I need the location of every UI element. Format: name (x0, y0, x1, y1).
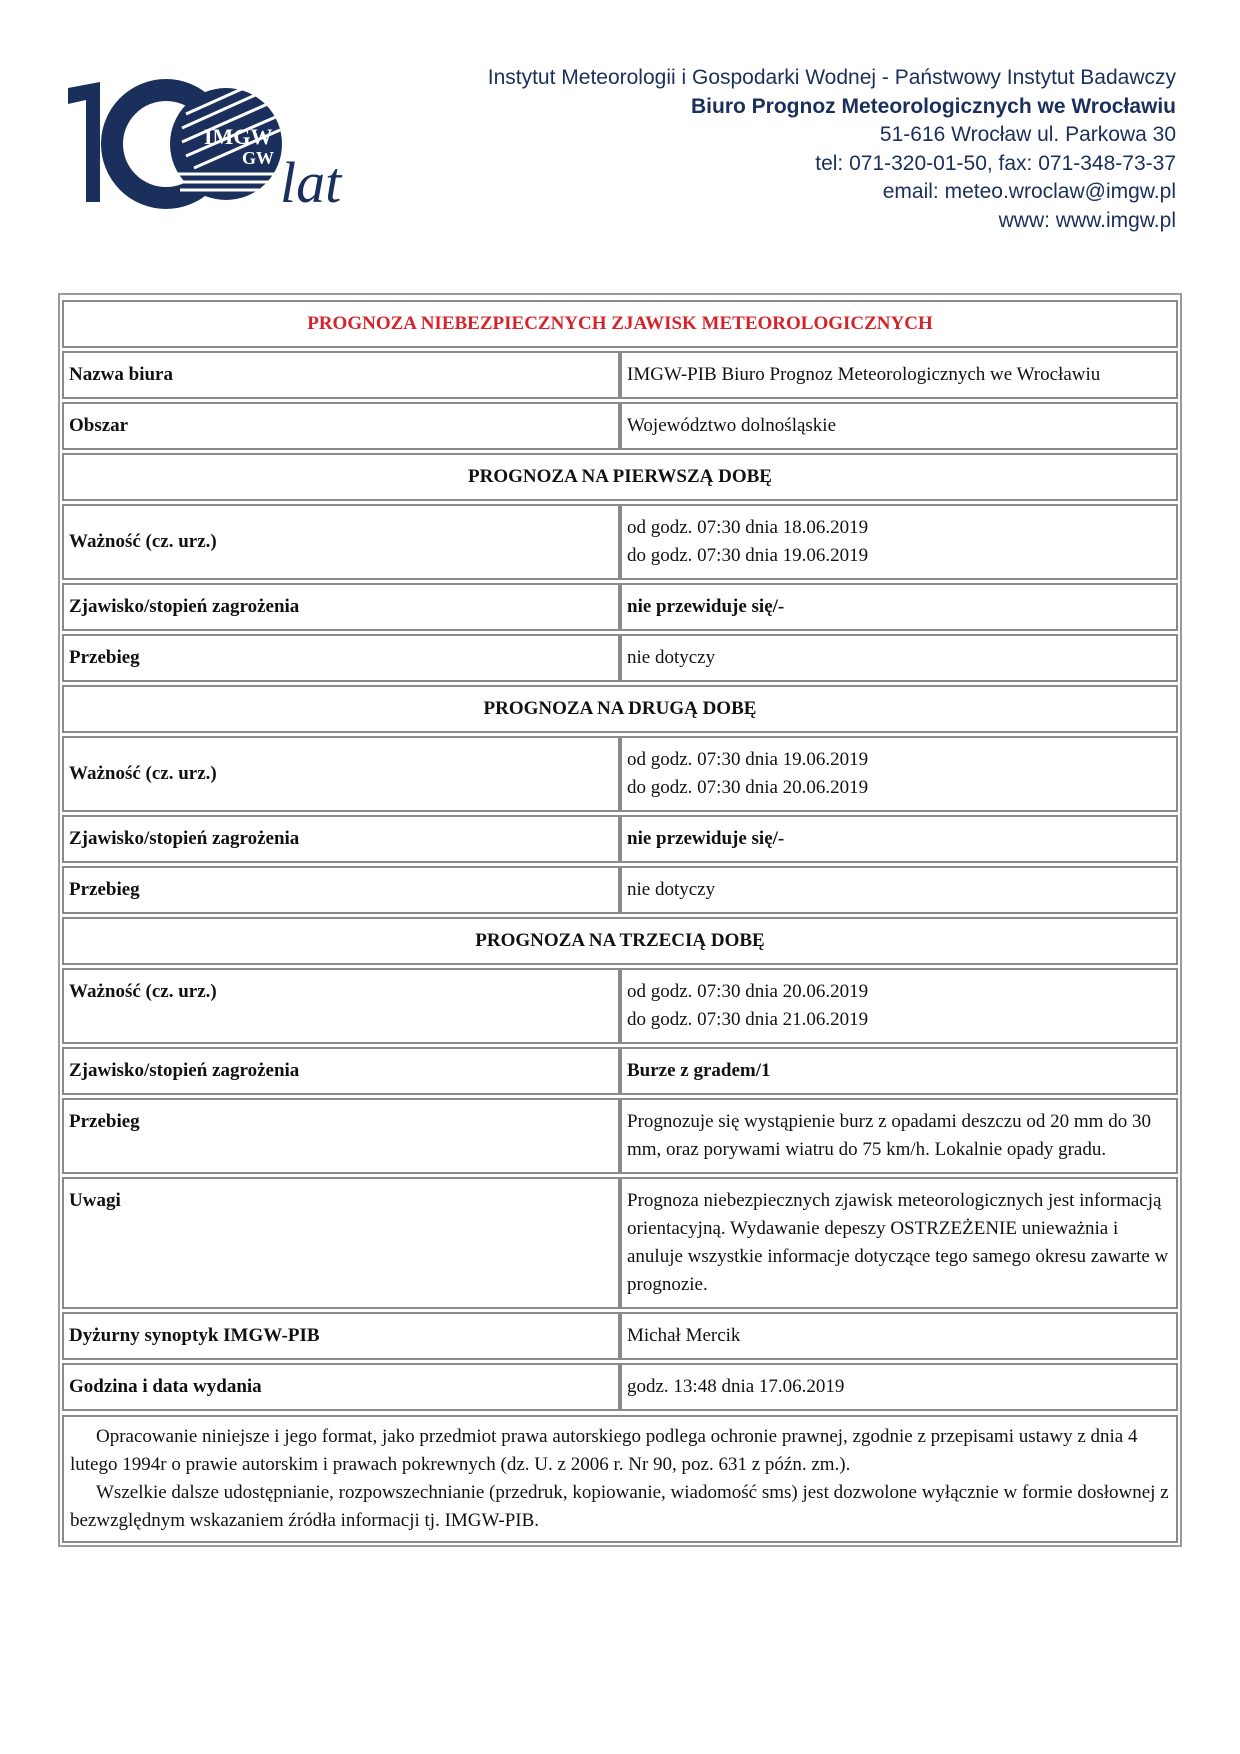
day1-phenomenon-row (62, 583, 1178, 631)
office-value: IMGW-PIB Biuro Prognoz Meteorologicznych we Wrocławiu (620, 351, 1178, 399)
day3-validity-to: do godz. 07:30 dnia 21.06.2019 (627, 1009, 869, 1030)
copyright-footer (62, 1415, 1178, 1543)
logo-mark-top: IMGW (204, 124, 273, 149)
day2-course-row (62, 866, 1178, 914)
logo-graphic (66, 78, 386, 218)
day2-phenomenon-label: Zjawisko/stopień zagrożenia (62, 815, 620, 863)
day2-validity-label: Ważność (cz. urz.) (62, 736, 620, 812)
day1-course-row (62, 634, 1178, 682)
day1-validity-from: od godz. 07:30 dnia 18.06.2019 (627, 517, 869, 538)
day3-phenomenon-label: Zjawisko/stopień zagrożenia (62, 1047, 620, 1095)
day3-validity-value (620, 968, 1178, 1044)
day1-heading: PROGNOZA NA PIERWSZĄ DOBĘ (62, 453, 1178, 501)
day2-phenomenon-value: nie przewiduje się/- (620, 815, 1178, 863)
day1-validity-label: Ważność (cz. urz.) (62, 504, 620, 580)
title-row (62, 300, 1178, 348)
remarks-row (62, 1177, 1178, 1309)
area-label: Obszar (62, 402, 620, 450)
day2-validity-to: do godz. 07:30 dnia 20.06.2019 (627, 777, 869, 798)
institute-name: Instytut Meteorologii i Gospodarki Wodnej - Państwowy Instytut Badawczy (487, 66, 1176, 89)
forecaster-row (62, 1312, 1178, 1360)
day1-course-label: Przebieg (62, 634, 620, 682)
day2-validity-row (62, 736, 1178, 812)
day1-validity-to: do godz. 07:30 dnia 19.06.2019 (627, 545, 869, 566)
institute-header (416, 64, 1176, 235)
day3-phenomenon-value: Burze z gradem/1 (620, 1047, 1178, 1095)
day3-validity-label: Ważność (cz. urz.) (62, 968, 620, 1044)
day3-heading: PROGNOZA NA TRZECIĄ DOBĘ (62, 917, 1178, 965)
office-label: Nazwa biura (62, 351, 620, 399)
imgw-100-lat-logo (66, 78, 386, 218)
day1-heading-row (62, 453, 1178, 501)
forecaster-label: Dyżurny synoptyk IMGW-PIB (62, 1312, 620, 1360)
issued-label: Godzina i data wydania (62, 1363, 620, 1411)
day2-course-value: nie dotyczy (620, 866, 1178, 914)
day1-validity-value (620, 504, 1178, 580)
day3-validity-from: od godz. 07:30 dnia 20.06.2019 (627, 981, 869, 1002)
remarks-value: Prognoza niebezpiecznych zjawisk meteorologicznych jest informacją orientacyjną. Wydawanie depeszy OSTRZEŻENIE unieważnia i anuluje wszystkie informacje dotyczące tego samego okresu zawarte w prognozie. (620, 1177, 1178, 1309)
day2-validity-from: od godz. 07:30 dnia 19.06.2019 (627, 749, 869, 770)
day3-heading-row (62, 917, 1178, 965)
day3-course-row (62, 1098, 1178, 1174)
day3-course-value: Prognozuje się wystąpienie burz z opadami deszczu od 20 mm do 30 mm, oraz porywami wiatru do 75 km/h. Lokalnie opady gradu. (620, 1098, 1178, 1174)
forecaster-value: Michał Mercik (620, 1312, 1178, 1360)
copyright-paragraph: Opracowanie niniejsze i jego format, jako przedmiot prawa autorskiego podlega ochronie prawnej, zgodnie z przepisami ustawy z dnia 4 lutego 1994r o prawie autorskim i prawach pokrewnych (dz. U. z 2006 r. Nr 90, poz. 631 z późn. zm.). (70, 1426, 1138, 1475)
logo-lat-text: lat (280, 150, 342, 215)
day1-validity-row (62, 504, 1178, 580)
day2-heading-row (62, 685, 1178, 733)
address: 51-616 Wrocław ul. Parkowa 30 (879, 123, 1176, 146)
area-row (62, 402, 1178, 450)
logo-mark-bottom: GW (242, 148, 275, 168)
remarks-label: Uwagi (62, 1177, 620, 1309)
email-link[interactable]: email: meteo.wroclaw@imgw.pl (882, 180, 1176, 203)
office-row (62, 351, 1178, 399)
forecast-table (62, 297, 1178, 1414)
document-title: PROGNOZA NIEBEZPIECZNYCH ZJAWISK METEOROLOGICZNYCH (62, 300, 1178, 348)
day3-phenomenon-row (62, 1047, 1178, 1095)
distribution-paragraph: Wszelkie dalsze udostępnianie, rozpowszechnianie (przedruk, kopiowanie, wiadomość sms) jest dozwolone wyłącznie w formie dosłownej z bezwzględnym wskazaniem źródła informacji tj. IMGW-PIB. (70, 1482, 1169, 1531)
day2-validity-value (620, 736, 1178, 812)
issued-row (62, 1363, 1178, 1411)
website-link[interactable]: www: www.imgw.pl (998, 208, 1176, 232)
forecast-document (58, 293, 1182, 1547)
day1-course-value: nie dotyczy (620, 634, 1178, 682)
day1-phenomenon-value: nie przewiduje się/- (620, 583, 1178, 631)
issued-value: godz. 13:48 dnia 17.06.2019 (620, 1363, 1178, 1411)
day2-phenomenon-row (62, 815, 1178, 863)
day1-phenomenon-label: Zjawisko/stopień zagrożenia (62, 583, 620, 631)
day3-course-label: Przebieg (62, 1098, 620, 1174)
area-value: Województwo dolnośląskie (620, 402, 1178, 450)
day3-validity-row (62, 968, 1178, 1044)
bureau-name: Biuro Prognoz Meteorologicznych we Wrocławiu (691, 94, 1176, 118)
phone-fax: tel: 071-320-01-50, fax: 071-348-73-37 (815, 151, 1176, 175)
day2-heading: PROGNOZA NA DRUGĄ DOBĘ (62, 685, 1178, 733)
day2-course-label: Przebieg (62, 866, 620, 914)
